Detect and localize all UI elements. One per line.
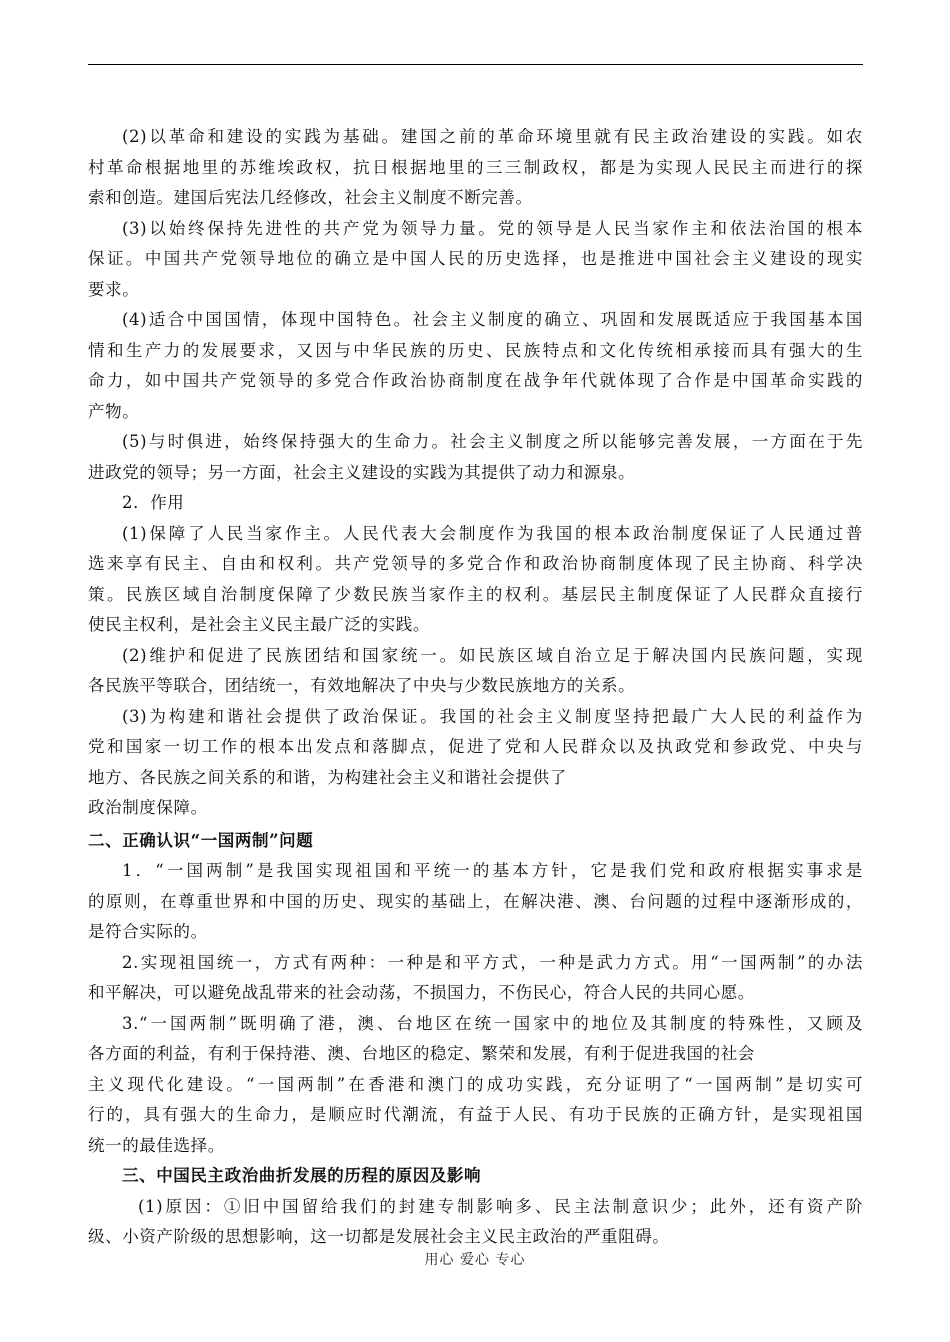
paragraph-line: 策。民族区域自治制度保障了少数民族当家作主的权利。基层民主制度保证了人民群众直接行 (88, 584, 863, 604)
paragraph-line: 和平解决，可以避免战乱带来的社会动荡，不损国力，不伤民心，符合人民的共同心愿。 (88, 983, 755, 1002)
paragraph-line: 使民主权利，是社会主义民主最广泛的实践。 (88, 615, 430, 634)
page-footer: 用心 爱心 专心 (424, 1252, 526, 1268)
paragraph-line: 级、小资产阶级的思想影响，这一切都是发展社会主义民主政治的严重阻碍。 (88, 1227, 670, 1246)
paragraph-line: 行的，具有强大的生命力，是顺应时代潮流，有益于人民、有功于民族的正确方针，是实现祖国 (88, 1105, 863, 1124)
paragraph-line: 索和创造。建国后宪法几经修改，社会主义制度不断完善。 (88, 188, 533, 207)
header-rule (88, 64, 863, 65)
paragraph-line: 进政党的领导；另一方面，社会主义建设的实践为其提供了动力和源泉。 (88, 462, 636, 482)
paragraph-line: 产物。 (88, 401, 140, 421)
paragraph-line: 各方面的利益，有利于保持港、澳、台地区的稳定、繁荣和发展，有利于促进我国的社会 (88, 1044, 755, 1063)
paragraph-line: 3.“一国两制”既明确了港，澳、台地区在统一国家中的地位及其制度的特殊性，又顾及 (122, 1013, 863, 1033)
paragraph-line: 2.实现祖国统一，方式有两种：一种是和平方式，一种是武力方式。用“一国两制”的办法 (122, 952, 863, 972)
paragraph-line: 地方、各民族之间关系的和谐，为构建社会主义和谐社会提供了 (88, 767, 567, 787)
paragraph-line: (1)保障了人民当家作主。人民代表大会制度作为我国的根本政治制度保证了人民通过普 (122, 523, 863, 543)
paragraph-line: (2)维护和促进了民族团结和国家统一。如民族区域自治立足于解决国内民族问题，实现 (122, 645, 863, 665)
paragraph-line: 选来享有民主、自由和权利。共产党领导的多党合作和政治协商制度体现了民主协商、科学决 (88, 554, 863, 573)
paragraph-line: (2)以革命和建设的实践为基础。建国之前的革命环境里就有民主政治建设的实践。如农 (122, 127, 863, 146)
paragraph-line: 统一的最佳选择。 (88, 1135, 225, 1155)
paragraph-line: 要求。 (88, 279, 140, 299)
paragraph-line: (3)以始终保持先进性的共产党为领导力量。党的领导是人民当家作主和依法治国的根本 (122, 218, 863, 238)
paragraph-line: (5)与时俱进，始终保持强大的生命力。社会主义制度之所以能够完善发展，一方面在于先 (122, 432, 863, 451)
paragraph-line: (4)适合中国国情，体现中国特色。社会主义制度的确立、巩固和发展既适应于我国基本国 (122, 310, 863, 329)
paragraph-line: 政治制度保障。 (88, 798, 208, 817)
paragraph-line: 村革命根据地里的苏维埃政权，抗日根据地里的三三制政权，都是为实现人民民主而进行的探 (88, 157, 863, 177)
paragraph-line: 主义现代化建设。“一国两制”在香港和澳门的成功实践，充分证明了“一国两制”是切实可 (88, 1074, 863, 1094)
paragraph-line: 的原则，在尊重世界和中国的历史、现实的基础上，在解决港、澳、台问题的过程中逐渐形成的， (88, 891, 863, 911)
section-heading: 三、中国民主政治曲折发展的历程的原因及影响 (122, 1166, 482, 1185)
paragraph-line: 命力，如中国共产党领导的多党合作政治协商制度在战争年代就体现了合作是中国革命实践的 (88, 371, 863, 390)
section-heading: 二、正确认识“一国两制”问题 (88, 830, 314, 850)
paragraph-line: 1．“一国两制”是我国实现祖国和平统一的基本方针，它是我们党和政府根据实事求是 (122, 861, 863, 880)
paragraph-line: 各民族平等联合，团结统一，有效地解决了中央与少数民族地方的关系。 (88, 676, 636, 695)
paragraph-line: 情和生产力的发展要求，又因与中华民族的历史、民族特点和文化传统相承接而具有强大的生 (88, 340, 863, 360)
paragraph-line: 是符合实际的。 (88, 922, 208, 941)
paragraph-line: 党和国家一切工作的根本出发点和落脚点，促进了党和人民群众以及执政党和参政党、中央与 (88, 737, 863, 756)
document-body (88, 122, 863, 1253)
paragraph-line: 保证。中国共产党领导地位的确立是中国人民的历史选择，也是推进中国社会主义建设的现实 (88, 249, 863, 268)
section-subheading: 2．作用 (122, 493, 185, 512)
paragraph-line: (1)原因：①旧中国留给我们的封建专制影响多、民主法制意识少；此外，还有资产阶 (138, 1196, 863, 1216)
paragraph-line: (3)为构建和谐社会提供了政治保证。我国的社会主义制度坚持把最广大人民的利益作为 (122, 706, 863, 726)
